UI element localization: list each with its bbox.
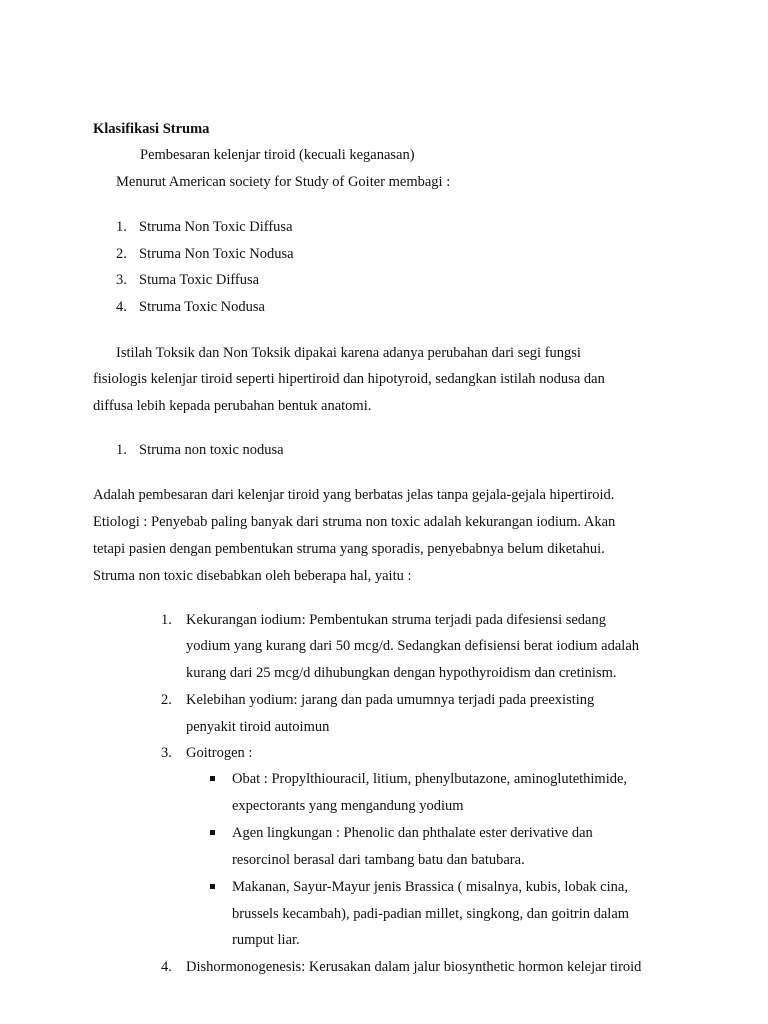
bullet-item-line: brussels kecambah), padi-padian millet, singkong, dan goitrin dalam [232, 906, 630, 922]
list-number: 3. [116, 272, 127, 288]
list-item-line: Dishormonogenesis: Kerusakan dalam jalur biosynthetic hormon kelejar tiroid [186, 959, 642, 975]
bullet-item-line: expectorants yang mengandung yodium [232, 798, 464, 814]
section-number: 1. [116, 442, 127, 458]
bullet-item-line: Obat : Propylthiouracil, litium, phenylbutazone, aminoglutethimide, [232, 771, 628, 787]
paragraph-line: tetapi pasien dengan pembentukan struma yang sporadis, penyebabnya belum diketahui. [93, 541, 605, 557]
bullet-icon [210, 884, 215, 889]
list-item-line: kurang dari 25 mcg/d dihubungkan dengan hypothyroidism dan cretinism. [186, 665, 617, 681]
section-heading: Struma non toxic nodusa [139, 442, 284, 458]
list-item: Struma Toxic Nodusa [139, 299, 265, 315]
list-item-line: Kekurangan iodium: Pembentukan struma terjadi pada difesiensi sedang [186, 612, 606, 628]
list-number: 2. [161, 692, 172, 708]
paragraph-line: Struma non toxic disebabkan oleh beberapa hal, yaitu : [93, 568, 412, 584]
paragraph-line: diffusa lebih kepada perubahan bentuk anatomi. [93, 398, 372, 414]
list-number: 1. [116, 219, 127, 235]
list-number: 4. [161, 959, 172, 975]
bullet-icon [210, 776, 215, 781]
list-item-line: penyakit tiroid autoimun [186, 719, 330, 735]
list-number: 1. [161, 612, 172, 628]
list-number: 2. [116, 246, 127, 262]
list-item: Struma Non Toxic Nodusa [139, 246, 294, 262]
list-number: 4. [116, 299, 127, 315]
list-number: 3. [161, 745, 172, 761]
list-item: Struma Non Toxic Diffusa [139, 219, 293, 235]
bullet-item-line: rumput liar. [232, 932, 300, 948]
list-item: Stuma Toxic Diffusa [139, 272, 260, 288]
document-title: Klasifikasi Struma [93, 121, 210, 137]
bullet-item-line: Agen lingkungan : Phenolic dan phthalate ester derivative dan [232, 825, 593, 841]
paragraph-line: Etiologi : Penyebab paling banyak dari struma non toxic adalah kekurangan iodium. Akan [93, 514, 616, 530]
paragraph-line: Istilah Toksik dan Non Toksik dipakai karena adanya perubahan dari segi fungsi [116, 345, 581, 361]
definition-text: Pembesaran kelenjar tiroid (kecuali keganasan) [140, 147, 415, 163]
intro-text: Menurut American society for Study of Goiter membagi : [116, 174, 451, 190]
list-item-line: Goitrogen : [186, 745, 253, 761]
list-item-line: yodium yang kurang dari 50 mcg/d. Sedangkan defisiensi berat iodium adalah [186, 638, 640, 654]
paragraph-line: Adalah pembesaran dari kelenjar tiroid yang berbatas jelas tanpa gejala-gejala hipertiroid. [93, 487, 615, 503]
list-item-line: Kelebihan yodium: jarang dan pada umumnya terjadi pada preexisting [186, 692, 595, 708]
bullet-item-line: resorcinol berasal dari tambang batu dan batubara. [232, 852, 525, 868]
paragraph-line: fisiologis kelenjar tiroid seperti hipertiroid dan hipotyroid, sedangkan istilah nodusa dan [93, 371, 605, 387]
bullet-icon [210, 830, 215, 835]
bullet-item-line: Makanan, Sayur-Mayur jenis Brassica ( misalnya, kubis, lobak cina, [232, 879, 628, 895]
